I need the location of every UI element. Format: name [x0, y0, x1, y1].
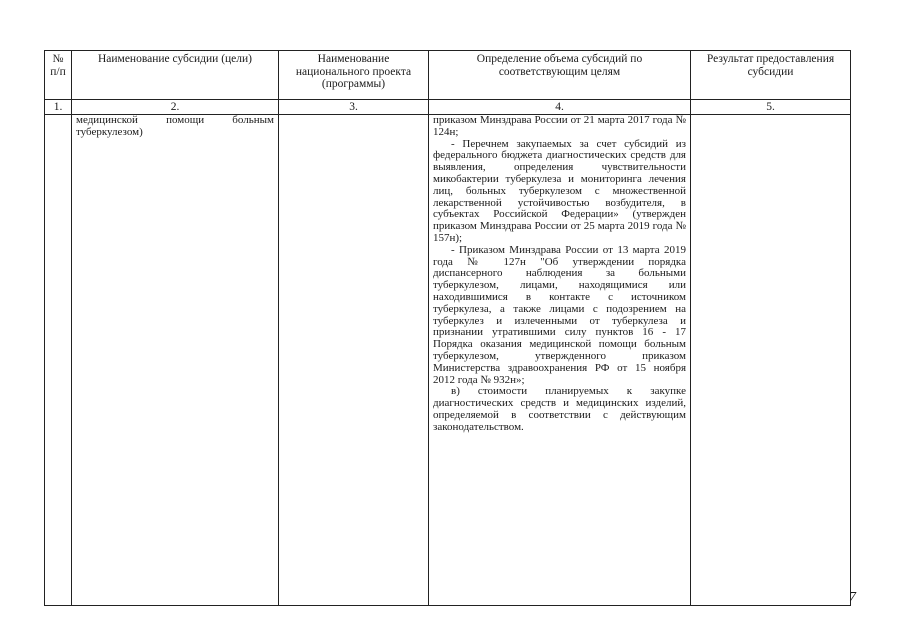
- column-numbers-row: [45, 100, 851, 115]
- table-row: [45, 115, 851, 606]
- page-number: 7: [849, 590, 856, 605]
- header-national-project: Наименование национального проекта (программы): [279, 51, 429, 100]
- cell-result: [691, 115, 851, 606]
- paragraph-order-124n: приказом Минздрава России от 21 марта 2017 года № 124н;: [433, 114, 686, 138]
- cell-subsidy-name: медицинской помощи больным туберкулезом): [72, 115, 279, 606]
- header-row: [45, 51, 851, 100]
- column-number-1: 1.: [45, 100, 72, 115]
- cell-national-project: [279, 115, 429, 606]
- header-volume-definition: Определение объема субсидий по соответствующим целям: [429, 51, 691, 100]
- subsidy-table: [44, 50, 851, 606]
- header-subsidy-name: Наименование субсидии (цели): [72, 51, 279, 100]
- cell-number: [45, 115, 72, 606]
- header-result: Результат предоставления субсидии: [691, 51, 851, 100]
- column-number-5: 5.: [691, 100, 851, 115]
- column-number-2: 2.: [72, 100, 279, 115]
- header-number: № п/п: [45, 51, 72, 100]
- column-number-4: 4.: [429, 100, 691, 115]
- paragraph-cost: в) стоимости планируемых к закупке диагностических средств и медицинских изделий, определяемой в соответствии с действующим законодательством.: [433, 385, 686, 433]
- paragraph-list-157n: - Перечнем закупаемых за счет субсидий из федерального бюджета диагностических средств для выявления, определения чувствительности микобактерии туберкулеза и мониторинга лечения лиц, больных туберкулезом с множественной лекарственной устойчивостью возбудителя, в субъектах Российской Федерации» (утвержден приказом Минздрава России от 25 марта 2019 года № 157н);: [433, 137, 686, 244]
- paragraph-order-127n: - Приказом Минздрава России от 13 марта 2019 года № 127н "Об утверждении порядка диспансерного наблюдения за больными туберкулезом, лицами, находящимися или находившимися в контакте с источником туберкулеза, а также лицами с подозрением на туберкулез и излеченными от туберкулеза и признании утратившими силу пунктов 16 - 17 Порядка оказания медицинской помощи больным туберкулезом, утвержденного приказом Министерства здравоохранения РФ от 15 ноября 2012 года № 932н»;: [433, 243, 686, 386]
- column-number-3: 3.: [279, 100, 429, 115]
- cell-volume-definition: [429, 115, 691, 606]
